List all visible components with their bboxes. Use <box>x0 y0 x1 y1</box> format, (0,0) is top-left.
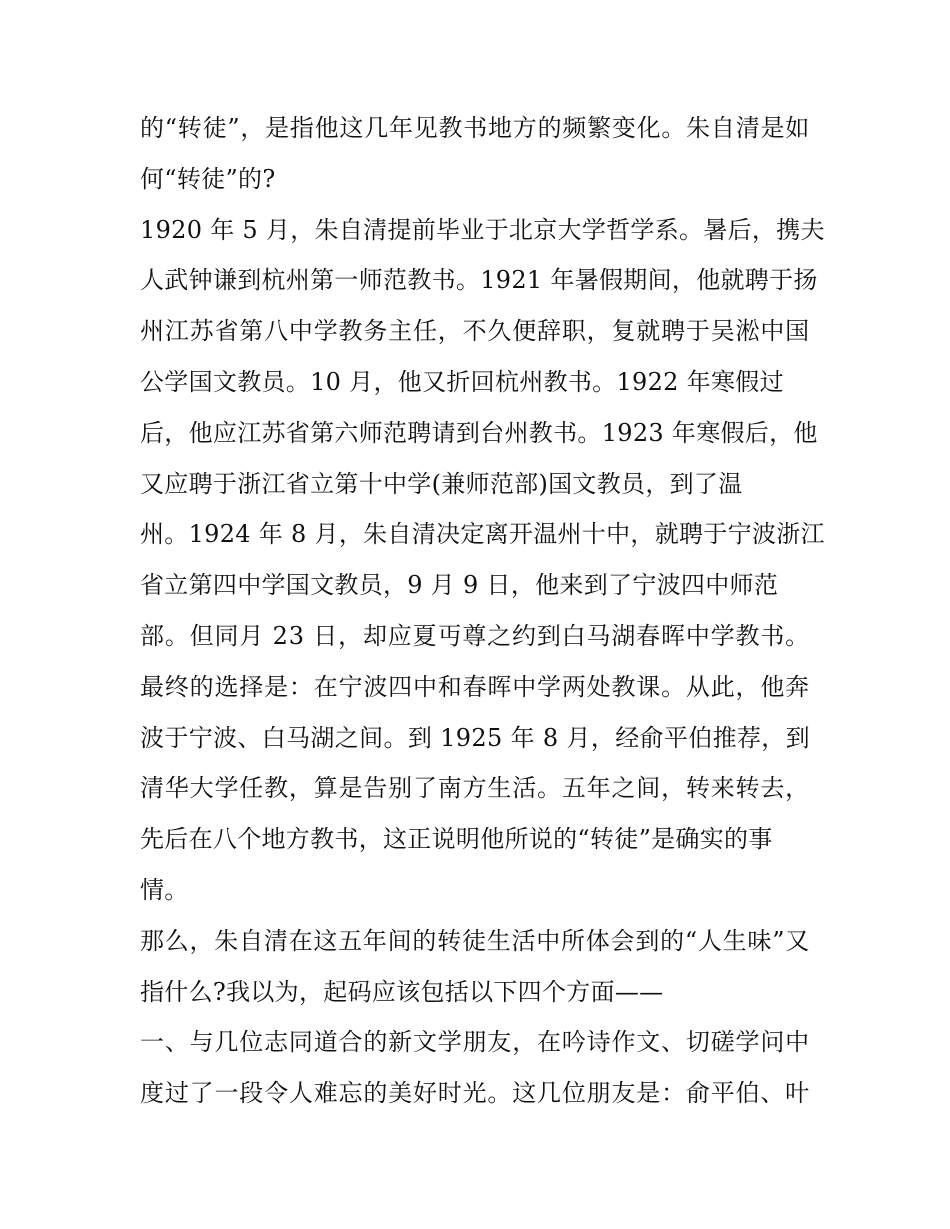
text-line: 最终的选择是：在宁波四中和春晖中学两处教课。从此，他奔 <box>140 672 810 701</box>
text-line: 波于宁波、白马湖之间。到 1925 年 8 月，经俞平伯推荐，到 <box>140 723 810 752</box>
text-line: 情。 <box>140 876 189 904</box>
text-line: 先后在八个地方教书，这正说明他所说的“转徒”是确实的事 <box>140 825 773 854</box>
text-line: 一、与几位志同道合的新文学朋友，在吟诗作文、切磋学问中 <box>140 1028 810 1057</box>
text-line: 部。但同月 23 日，却应夏丏尊之约到白马湖春晖中学教书。 <box>140 622 810 650</box>
text-line: 清华大学任教，算是告别了南方生活。五年之间，转来转去， <box>140 774 810 803</box>
text-line: 度过了一段令人难忘的美好时光。这几位朋友是：俞平伯、叶 <box>140 1079 810 1108</box>
text-line: 又应聘于浙江省立第十中学(兼师范部)国文教员，到了温 <box>140 469 743 498</box>
text-line: 人武钟谦到杭州第一师范教书。1921 年暑假期间，他就聘于扬 <box>140 266 818 295</box>
text-line: 何“转徒”的? <box>140 164 276 193</box>
text-line: 指什么?我以为，起码应该包括以下四个方面—— <box>140 977 664 1006</box>
text-line: 州。1924 年 8 月，朱自清决定离开温州十中，就聘于宁波浙江 <box>140 520 825 549</box>
text-line: 州江苏省第八中学教务主任，不久便辞职，复就聘于吴淞中国 <box>140 317 810 346</box>
text-line: 省立第四中学国文教员，9 月 9 日，他来到了宁波四中师范 <box>140 571 779 600</box>
text-line: 后，他应江苏省第六师范聘请到台州教书。1923 年寒假后，他 <box>140 418 818 447</box>
text-line: 1920 年 5 月，朱自清提前毕业于北京大学哲学系。暑后，携夫 <box>140 215 825 244</box>
text-line: 的“转徒”，是指他这几年见教书地方的频繁变化。朱自清是如 <box>140 114 810 142</box>
text-line: 公学国文教员。10 月，他又折回杭州教书。1922 年寒假过 <box>140 368 784 396</box>
text-line: 那么，朱自清在这五年间的转徒生活中所体会到的“人生味”又 <box>140 926 810 955</box>
